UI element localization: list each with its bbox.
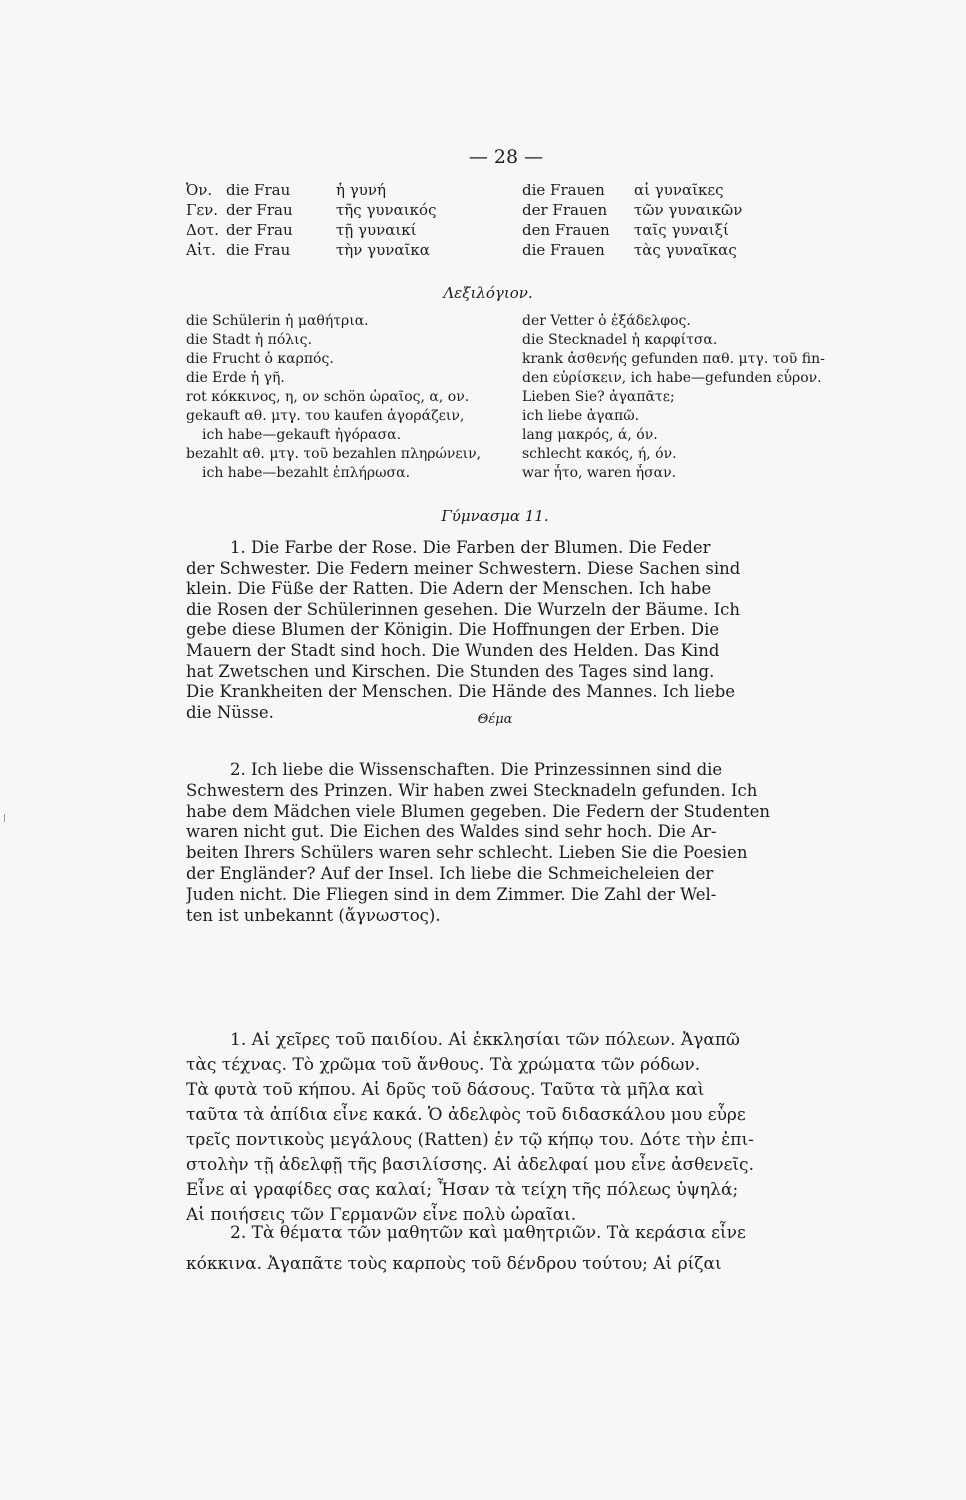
vocab-entry: die Stecknadel ἡ καρφίτσα. <box>522 332 718 348</box>
german-form: der Frau <box>226 221 293 239</box>
vocab-entry: die Frucht ὁ καρπός. <box>186 351 334 367</box>
case-label: Αἰτ. <box>186 241 216 259</box>
vocab-entry: war ἦτο, waren ἦσαν. <box>522 465 677 481</box>
vocab-entry: der Vetter ὁ ἐξάδελφος. <box>522 313 691 329</box>
greek-paragraph-1 <box>186 1028 818 1228</box>
german-form: die Frau <box>226 241 291 259</box>
vocabulary-right <box>522 312 832 483</box>
vocab-entry: ich liebe ἀγαπῶ. <box>522 408 640 424</box>
text-line: ten ist unbekannt (ἄγνωστος). <box>186 905 441 925</box>
text-line: ταῦτα τὰ ἀπίδια εἶνε κακά. Ὁ ἀδελφὸς τοῦ διδασκάλου μου εὗρε <box>186 1105 746 1125</box>
greek-form: τῶν γυναικῶν <box>634 201 743 219</box>
vocabulary-left <box>186 312 516 483</box>
declension-row <box>186 200 486 220</box>
text-line: 2. Τὰ θέματα τῶν μαθητῶν καὶ μαθητριῶν. Τὰ κεράσια εἶνε <box>230 1223 746 1243</box>
text-line: der Schwester. Die Federn meiner Schwestern. Diese Sachen sind <box>186 558 741 578</box>
vocab-entry: rot κόκκινος, η, ον schön ὡραῖος, α, ον. <box>186 389 470 405</box>
case-label: Γεν. <box>186 201 219 219</box>
german-form: die Frauen <box>522 181 605 199</box>
declension-plural <box>522 180 842 260</box>
declension-row <box>186 220 486 240</box>
text-line: habe dem Mädchen viele Blumen gegeben. Die Federn der Studenten <box>186 801 771 821</box>
gymnasma-heading: Γύμνασμα 11. <box>441 507 549 525</box>
text-line: Juden nicht. Die Fliegen sind in dem Zimmer. Die Zahl der Wel- <box>186 884 717 904</box>
text-line: klein. Die Füße der Ratten. Die Adern der Menschen. Ich habe <box>186 579 712 599</box>
case-label: Δοτ. <box>186 221 219 239</box>
text-line: die Nüsse. <box>186 702 274 722</box>
page-number: — 28 — <box>468 146 544 168</box>
greek-form: αἱ γυναῖκες <box>634 181 724 199</box>
text-line: 1. Αἱ χεῖρες τοῦ παιδίου. Αἱ ἐκκλησίαι τῶν πόλεων. Ἀγαπῶ <box>230 1030 740 1050</box>
vocab-entry: lang μακρός, ά, όν. <box>522 427 658 443</box>
greek-form: τῆς γυναικός <box>336 201 437 219</box>
exercise-paragraph-2 <box>186 760 818 926</box>
exercise-paragraph-1 <box>186 538 818 723</box>
text-line: Mauern der Stadt sind hoch. Die Wunden des Helden. Das Kind <box>186 640 720 660</box>
declension-row <box>186 240 486 260</box>
vocab-entry: die Stadt ἡ πόλις. <box>186 332 312 348</box>
text-line: beiten Ihrers Schülers waren sehr schlecht. Lieben Sie die Poesien <box>186 843 748 863</box>
greek-form: τὰς γυναῖκας <box>634 241 737 259</box>
declension-row <box>522 240 842 260</box>
declension-row <box>522 180 842 200</box>
greek-form: ταῖς γυναιξί <box>634 221 729 239</box>
text-line: κόκκινα. Ἀγαπᾶτε τοὺς καρποὺς τοῦ δένδρου τούτου; Αἱ ρίζαι <box>186 1254 722 1274</box>
text-line: Εἶνε αἱ γραφίδες σας καλαί; Ἦσαν τὰ τείχη τῆς πόλεως ὑψηλά; <box>186 1180 739 1200</box>
case-label: Ὀν. <box>186 181 213 199</box>
german-form: den Frauen <box>522 221 610 239</box>
text-line: Schwestern des Prinzen. Wir haben zwei Stecknadeln gefunden. Ich <box>186 780 758 800</box>
text-line: Die Krankheiten der Menschen. Die Hände des Mannes. Ich liebe <box>186 682 736 702</box>
declension-row <box>186 180 486 200</box>
text-line: στολὴν τῇ ἀδελφῇ τῆς βασιλίσσης. Αἱ ἀδελφαί μου εἶνε ἀσθενεῖς. <box>186 1155 754 1175</box>
text-line: die Rosen der Schülerinnen gesehen. Die Wurzeln der Bäume. Ich <box>186 599 740 619</box>
lexilogion-heading: Λεξιλόγιον. <box>443 284 533 302</box>
text-line: Τὰ φυτὰ τοῦ κήπου. Αἱ δρῦς τοῦ δάσους. Ταῦτα τὰ μῆλα καὶ <box>186 1080 705 1100</box>
vocab-entry: den εὑρίσκειν, ich habe—gefunden εὗρον. <box>522 370 822 386</box>
german-form: der Frau <box>226 201 293 219</box>
german-form: die Frau <box>226 181 291 199</box>
vocab-entry: ich habe—bezahlt ἐπλήρωσα. <box>202 465 411 481</box>
german-form: die Frauen <box>522 241 605 259</box>
vocab-entry: schlecht κακός, ή, όν. <box>522 446 677 462</box>
declension-row <box>522 220 842 240</box>
greek-form: ἡ γυνή <box>336 181 386 199</box>
vocab-entry: Lieben Sie? ἀγαπᾶτε; <box>522 389 675 405</box>
declension-row <box>522 200 842 220</box>
text-line: τρεῖς ποντικοὺς μεγάλους (Ratten) ἐν τῷ κήπῳ του. Δότε τὴν ἐπι- <box>186 1130 754 1150</box>
declension-singular <box>186 180 486 260</box>
greek-form: τῇ γυναικί <box>336 221 417 239</box>
margin-mark <box>4 814 5 822</box>
vocab-entry: krank ἀσθενής gefunden παθ. μτγ. τοῦ fin- <box>522 351 825 367</box>
text-line: waren nicht gut. Die Eichen des Waldes sind sehr hoch. Die Ar- <box>186 822 717 842</box>
greek-form: τὴν γυναῖκα <box>336 241 430 259</box>
vocab-entry: gekauft αθ. μτγ. του kaufen ἀγοράζειν, <box>186 408 465 424</box>
text-line: Αἱ ποιήσεις τῶν Γερμανῶν εἶνε πολὺ ὡραῖαι. <box>186 1205 577 1225</box>
text-line: hat Zwetschen und Kirschen. Die Stunden des Tages sind lang. <box>186 661 715 681</box>
vocab-entry: bezahlt αθ. μτγ. τοῦ bezahlen πληρώνειν, <box>186 446 482 462</box>
text-line: 1. Die Farbe der Rose. Die Farben der Blumen. Die Feder <box>230 538 711 557</box>
text-line: 2. Ich liebe die Wissenschaften. Die Prinzessinnen sind die <box>230 760 723 779</box>
greek-paragraph-2 <box>186 1218 818 1280</box>
vocab-entry: ich habe—gekauft ἠγόρασα. <box>202 427 402 443</box>
text-line: τὰς τέχνας. Τὸ χρῶμα τοῦ ἄνθους. Τὰ χρώματα τῶν ρόδων. <box>186 1055 701 1075</box>
vocab-entry: die Schülerin ἡ μαθήτρια. <box>186 313 369 329</box>
vocab-entry: die Erde ἡ γῆ. <box>186 370 285 386</box>
text-line: gebe diese Blumen der Königin. Die Hoffnungen der Erben. Die <box>186 620 720 640</box>
text-line: der Engländer? Auf der Insel. Ich liebe die Schmeicheleien der <box>186 863 714 883</box>
thema-heading: Θέμα <box>477 712 513 727</box>
german-form: der Frauen <box>522 201 608 219</box>
